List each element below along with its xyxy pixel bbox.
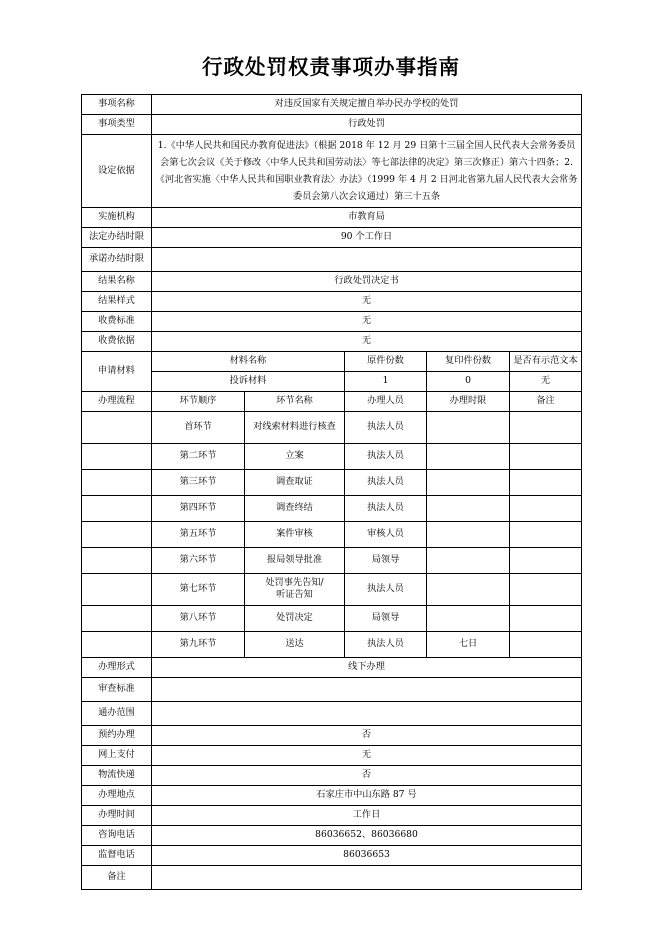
process-step-deadline [427,495,510,521]
process-name-header: 环节名称 [245,391,345,411]
item-name-label: 事项名称 [82,94,152,114]
process-step-spacer [82,573,152,605]
process-step-order: 第三环节 [152,469,245,495]
process-step-remark [510,573,582,605]
process-step-remark [510,469,582,495]
review-standard-value [152,677,582,701]
process-step-staff: 执法人员 [345,443,427,469]
process-step-staff: 执法人员 [345,469,427,495]
fee-standard-value: 无 [152,311,582,331]
process-step-row [82,573,582,605]
process-step-deadline [427,573,510,605]
process-step-staff: 执法人员 [345,411,427,443]
process-step-order: 首环节 [152,411,245,443]
consult-phone-label: 咨询电话 [82,825,152,845]
process-header-row [82,391,582,411]
table-row [82,725,582,745]
table-row [82,845,582,865]
process-step-deadline [427,605,510,631]
process-step-name: 案件审核 [245,521,345,547]
process-step-name: 调查终结 [245,495,345,521]
legal-deadline-label: 法定办结时限 [82,227,152,247]
process-step-row [82,605,582,631]
process-step-name: 报局领导批准 [245,547,345,573]
material-has-sample: 无 [510,371,582,391]
table-row [82,291,582,311]
process-step-remark [510,605,582,631]
process-order-header: 环节顺序 [152,391,245,411]
process-step-remark [510,521,582,547]
materials-original-count-header: 原件份数 [345,351,427,371]
process-step-name: 对线索材料进行核查 [245,411,345,443]
process-step-deadline [427,469,510,495]
process-step-name: 送达 [245,631,345,657]
process-step-name: 调查取证 [245,469,345,495]
process-step-deadline [427,411,510,443]
table-row [82,765,582,785]
table-row [82,825,582,845]
table-row [82,311,582,331]
process-step-spacer [82,521,152,547]
process-step-row [82,469,582,495]
process-step-spacer [82,495,152,521]
process-step-order: 第九环节 [152,631,245,657]
process-step-deadline: 七日 [427,631,510,657]
process-staff-header: 办理人员 [345,391,427,411]
process-step-row [82,411,582,443]
table-row [82,657,582,677]
process-step-spacer [82,443,152,469]
supervise-phone-label: 监督电话 [82,845,152,865]
process-step-deadline [427,443,510,469]
process-step-remark [510,631,582,657]
process-step-order: 第四环节 [152,495,245,521]
process-step-remark [510,411,582,443]
table-row [82,805,582,825]
page-title: 行政处罚权责事项办事指南 [202,55,460,79]
location-label: 办理地点 [82,785,152,805]
process-step-name [245,573,345,605]
process-step-name: 处罚决定 [245,605,345,631]
process-step-spacer [82,411,152,443]
result-form-label: 结果样式 [82,291,152,311]
process-step-staff: 审核人员 [345,521,427,547]
consult-phone-value: 86036652、86036680 [152,825,582,845]
general-scope-label: 通办范围 [82,701,152,725]
handling-form-value: 线下办理 [152,657,582,677]
process-step-remark [510,495,582,521]
general-scope-value [152,701,582,725]
materials-row [82,371,582,391]
time-value: 工作日 [152,805,582,825]
materials-header-row [82,351,582,371]
process-step-name: 立案 [245,443,345,469]
materials-label: 申请材料 [82,351,152,391]
process-step-spacer [82,631,152,657]
table-row [82,134,582,207]
basis-label: 设定依据 [82,134,152,207]
legal-deadline-value: 90 个工作日 [152,227,582,247]
remarks-label: 备注 [82,865,152,889]
process-step-row [82,521,582,547]
materials-copy-count-header: 复印件份数 [427,351,510,371]
guide-table [81,94,582,890]
process-step-row [82,443,582,469]
material-name: 投诉材料 [152,371,345,391]
table-row [82,207,582,227]
table-row [82,247,582,271]
process-step-spacer [82,605,152,631]
process-step-name-text: 处罚事先告知/ 听证告知 [265,577,324,601]
logistics-label: 物流快递 [82,765,152,785]
table-row [82,227,582,247]
materials-has-sample-header: 是否有示范文本 [510,351,582,371]
remarks-value [152,865,582,889]
process-step-order: 第五环节 [152,521,245,547]
process-step-spacer [82,469,152,495]
logistics-value: 否 [152,765,582,785]
fee-standard-label: 收费标准 [82,311,152,331]
fee-basis-value: 无 [152,331,582,351]
table-row [82,271,582,291]
table-row [82,865,582,889]
result-form-value: 无 [152,291,582,311]
process-step-remark [510,443,582,469]
appointment-label: 预约办理 [82,725,152,745]
fee-basis-label: 收费依据 [82,331,152,351]
table-row [82,785,582,805]
process-step-spacer [82,547,152,573]
supervise-phone-value: 86036653 [152,845,582,865]
agency-label: 实施机构 [82,207,152,227]
time-label: 办理时间 [82,805,152,825]
process-step-order: 第七环节 [152,573,245,605]
process-step-deadline [427,547,510,573]
process-label: 办理流程 [82,391,152,411]
appointment-value: 否 [152,725,582,745]
process-step-staff: 执法人员 [345,495,427,521]
table-row [82,331,582,351]
process-step-row [82,631,582,657]
process-step-staff: 局领导 [345,605,427,631]
result-name-value: 行政处罚决定书 [152,271,582,291]
table-row [82,114,582,134]
online-payment-value: 无 [152,745,582,765]
basis-value: 1.《中华人民共和国民办教育促进法》（根据 2018 年 12 月 29 日第十三届全国人民代表大会常务委员会第七次会议《关于修改〈中华人民共和国劳动法〉等七部法律的决定》第三次修正）第六十四条；2.《河北省实施〈中华人民共和国职业教育法〉办法》（1999 年 4 月 2 日河北省第九届人民代表大会常务委员会第八次会议通过）第三十五条 [152,134,582,207]
process-step-remark [510,547,582,573]
online-payment-label: 网上支付 [82,745,152,765]
table-row [82,94,582,114]
result-name-label: 结果名称 [82,271,152,291]
process-step-staff: 局领导 [345,547,427,573]
material-original-count: 1 [345,371,427,391]
process-step-order: 第六环节 [152,547,245,573]
review-standard-label: 审查标准 [82,677,152,701]
material-copy-count: 0 [427,371,510,391]
promised-deadline-value [152,247,582,271]
table-row [82,745,582,765]
location-value: 石家庄市中山东路 87 号 [152,785,582,805]
process-step-staff: 执法人员 [345,573,427,605]
process-step-row [82,547,582,573]
table-row [82,677,582,701]
handling-form-label: 办理形式 [82,657,152,677]
materials-name-header: 材料名称 [152,351,345,371]
item-name-value: 对违反国家有关规定擅自举办民办学校的处罚 [152,94,582,114]
process-step-order: 第二环节 [152,443,245,469]
process-deadline-header: 办理时限 [427,391,510,411]
process-step-deadline [427,521,510,547]
item-type-value: 行政处罚 [152,114,582,134]
promised-deadline-label: 承诺办结时限 [82,247,152,271]
process-step-staff: 执法人员 [345,631,427,657]
item-type-label: 事项类型 [82,114,152,134]
table-row [82,701,582,725]
process-step-row [82,495,582,521]
process-step-order: 第八环节 [152,605,245,631]
process-remark-header: 备注 [510,391,582,411]
agency-value: 市教育局 [152,207,582,227]
